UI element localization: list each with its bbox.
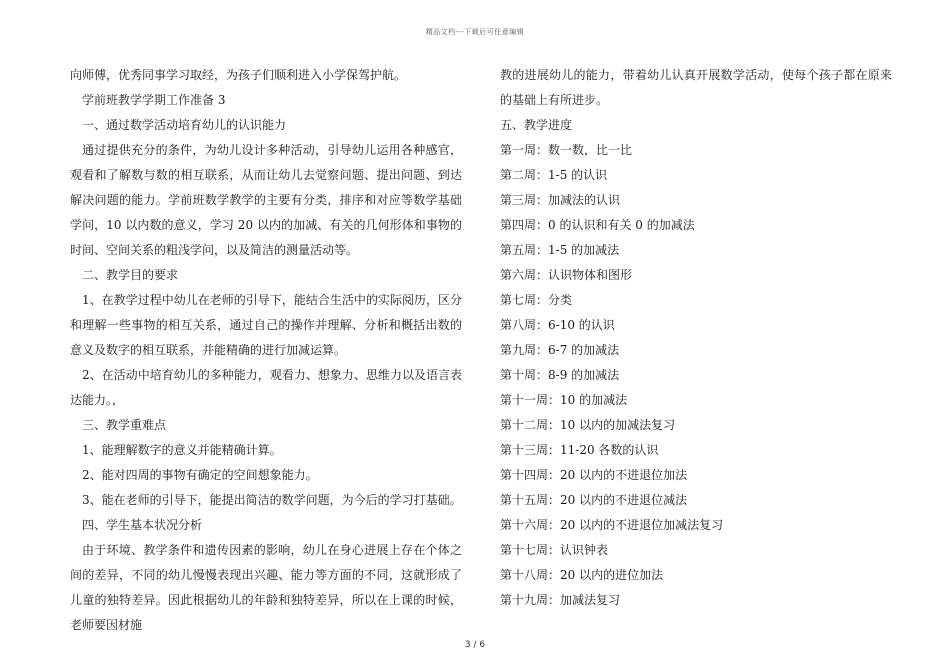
paragraph: 第十六周：20 以内的不进退位加减法复习 [500,518,724,532]
paragraph: 第七周：分类 [500,293,573,307]
paragraph: 第十周：8-9 的加减法 [500,368,620,382]
paragraph: 一、通过数学活动培育幼儿的认识能力 [82,118,287,132]
paragraph: 五、教学进度 [500,118,573,132]
paragraph: 第十一周：10 的加减法 [500,393,628,407]
paragraph: 教的进展幼儿的能力，带着幼儿认真开展数学活动，使每个孩子都在原来的基础上有所进步。 [500,68,892,107]
paragraph: 向师傅，优秀同事学习取经，为孩子们顺利进入小学保驾护航。 [70,68,407,82]
paragraph: 第十九周：加减法复习 [500,593,621,607]
paragraph: 第二周：1-5 的认识 [500,168,608,182]
paragraph: 2、能对四周的事物有确定的空间想象能力。 [82,468,318,482]
paragraph: 第三周：加减法的认识 [500,193,621,207]
paragraph: 第一周：数一数，比一比 [500,143,633,157]
right-column [500,63,892,613]
paragraph: 3、能在老师的引导下，能提出简洁的数学问题，为今后的学习打基础。 [82,493,462,507]
page-number: 3 / 6 [464,640,486,650]
page-header: 精品文档---下载后可任意编辑 [425,28,525,36]
paragraph: 三、教学重难点 [82,418,167,432]
paragraph: 2、在活动中培育幼儿的多种能力，观看力、想象力、思维力以及语言表达能力。， [70,368,462,407]
paragraph: 第六周：认识物体和图形 [500,268,633,282]
paragraph: 二、教学目的要求 [82,268,179,282]
paragraph: 第八周：6-10 的认识 [500,318,615,332]
left-column [70,63,462,638]
paragraph: 第十二周：10 以内的加减法复习 [500,418,676,432]
paragraph: 第十三周：11-20 各数的认识 [500,443,659,457]
paragraph: 1、在教学过程中幼儿在老师的引导下，能结合生活中的实际阅历，区分和理解一些事物的相互关系，通过自己的操作并理解、分析和概括出数的意义及数字的相互联系，并能精确的进行加减运算。 [70,293,462,357]
paragraph: 第十八周：20 以内的进位加法 [500,568,664,582]
paragraph: 学前班教学学期工作准备 3 [82,93,226,107]
paragraph: 由于环境、教学条件和遗传因素的影响，幼儿在身心进展上存在个体之间的差异，不同的幼儿慢慢表现出兴趣、能力等方面的不同，这就形成了儿童的独特差异。因此根据幼儿的年龄和独特差异，所以在上课的时候，老师要因材施 [70,543,462,632]
paragraph: 四、学生基本状况分析 [82,518,203,532]
paragraph: 第十四周：20 以内的不进退位加法 [500,468,688,482]
paragraph: 第九周：6-7 的加减法 [500,343,620,357]
paragraph: 第十五周：20 以内的不进退位减法 [500,493,688,507]
paragraph: 通过提供充分的条件，为幼儿设计多种活动，引导幼儿运用各种感官，观看和了解数与数的相互联系，从而让幼儿去觉察问题、提出问题、到达解决问题的能力。学前班数学教学的主要有分类，排序和对应等数学基础学问，10 以内数的意义，学习 20 以内的加减、有关的几何形体和事物的时间、空间关系的粗浅学问，以及简洁的测量活动等。 [70,143,462,257]
paragraph: 第十七周：认识钟表 [500,543,609,557]
paragraph: 1、能理解数字的意义并能精确计算。 [82,443,282,457]
paragraph: 第五周：1-5 的加减法 [500,243,620,257]
paragraph: 第四周：0 的认识和有关 0 的加减法 [500,218,695,232]
